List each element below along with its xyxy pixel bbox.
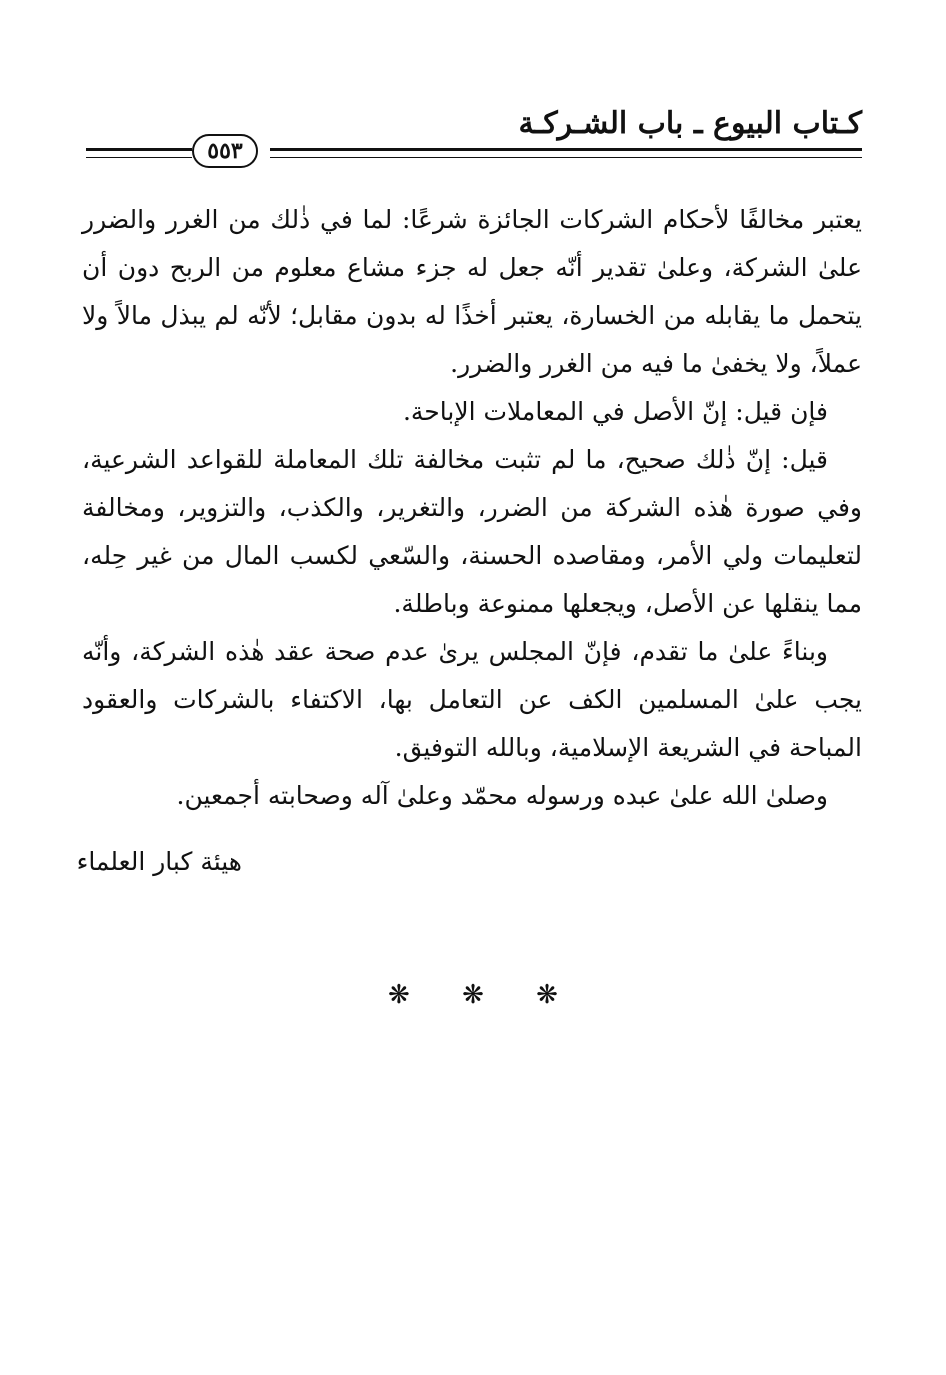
paragraph-1: يعتبر مخالفًا لأحكام الشركات الجائزة شرعًا: لما في ذٰلك من الغرر والضرر علىٰ الشركة، وعلىٰ تقدير أنّه جعل له جزء مشاع معلوم من الربح دون أن يتحمل ما يقابله من الخسارة، يعتبر أخذًا له بدون مقابل؛ لأنّه لم يبذل مالاً ولا عملاً، ولا يخفىٰ ما فيه من الغرر والضرر. (82, 205, 862, 378)
paragraph-3: قيل: إنّ ذٰلك صحيح، ما لم تثبت مخالفة تلك المعاملة للقواعد الشرعية، وفي صورة هٰذه الشركة من الضرر، والتغرير، والكذب، والتزوير، ومخالفة لتعليمات ولي الأمر، ومقاصده الحسنة، والسّعي لكسب المال من غير حِله، مما ينقلها عن الأصل، ويجعلها ممنوعة وباطلة. (82, 445, 862, 618)
asterism-icon: ❋ (388, 980, 410, 1010)
paragraph-2: فإن قيل: إنّ الأصل في المعاملات الإباحة. (402, 397, 828, 426)
asterism-icon: ❋ (462, 980, 484, 1010)
header-rule-left (86, 148, 192, 158)
asterism-icon: ❋ (536, 980, 558, 1010)
header-rule-right (270, 148, 862, 158)
running-header-title: كـتاب البيوع ـ باب الشـركـة (518, 106, 862, 141)
section-separator (0, 980, 946, 1010)
body-text (82, 196, 862, 820)
signature: هيئة كبار العلماء (76, 847, 242, 876)
page-number-badge: ٥٥٣ (192, 134, 258, 168)
paragraph-4: وبناءً علىٰ ما تقدم، فإنّ المجلس يرىٰ عدم صحة عقد هٰذه الشركة، وأنّه يجب علىٰ المسلمين الكف عن التعامل بها، الاكتفاء بالشركات والعقود المباحة في الشريعة الإسلامية، وبالله التوفيق. (82, 637, 862, 762)
paragraph-5: وصلىٰ الله علىٰ عبده ورسوله محمّد وعلىٰ آله وصحابته أجمعين. (176, 781, 828, 810)
